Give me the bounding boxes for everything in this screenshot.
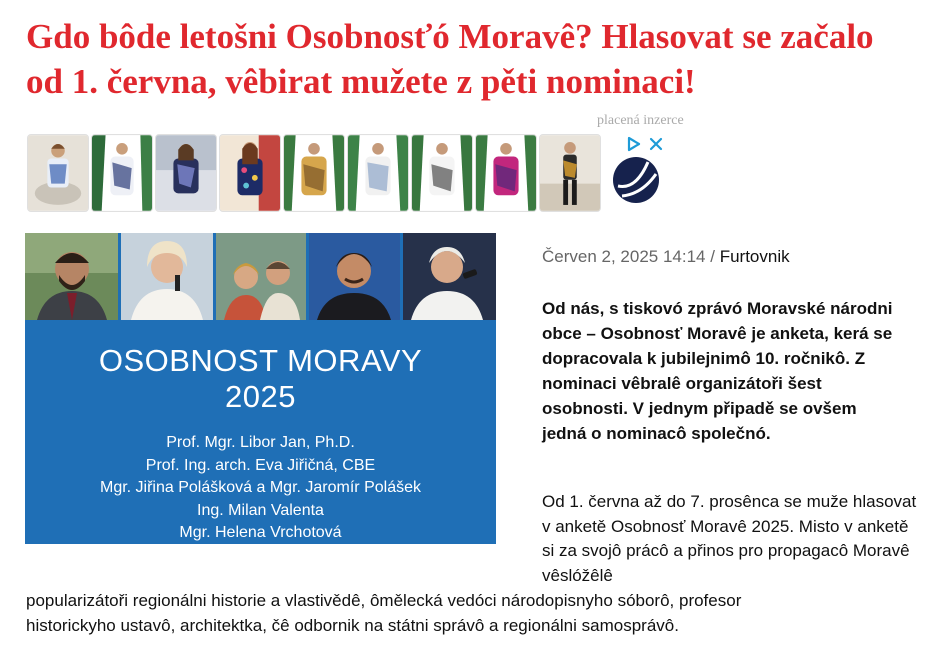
ad-thumbnail[interactable] xyxy=(283,134,345,212)
nominee-photo xyxy=(25,233,118,320)
hero-title-line1: OSOBNOST MORAVY xyxy=(98,343,423,378)
nominee-name: Mgr. Jiřina Polášková a Mgr. Jaromír Polášek xyxy=(99,479,421,496)
nominee-name: Ing. Milan Valenta xyxy=(197,501,324,519)
article-body-line: historickyho ustavô, architektka, čê odbornik na státni správô a regionálni samosprávô. xyxy=(26,615,679,635)
ad-thumbnail[interactable] xyxy=(475,134,537,212)
article-author[interactable]: Furtovnik xyxy=(719,247,790,266)
ad-thumbnail[interactable] xyxy=(411,134,473,212)
article-lead: Od nás, s tiskovó zprávó Moravské národni obce – Osobnosť Moravê je anketa, kerá se dopracovala k jubilejnimô 10. ročnikô. Z nominaci vêbralê organizátoři šest osobnosti. V jednym připadě se ovšem jedná o nominacô společnó. xyxy=(542,299,893,443)
nominee-photo xyxy=(216,233,306,320)
ad-thumbnail[interactable] xyxy=(91,134,153,212)
ad-thumbnail[interactable] xyxy=(539,134,601,212)
nominee-photo xyxy=(309,233,400,320)
ad-thumbnail[interactable] xyxy=(27,134,89,212)
article-body-line: popularizátoři regionálni historie a vlastivědê, ômělecká vedóci národopisnyho sóborô, profesor xyxy=(26,591,742,610)
nominee-name: Prof. Mgr. Libor Jan, Ph.D. xyxy=(166,434,355,451)
nominee-list xyxy=(25,432,496,544)
article-body-continuation xyxy=(26,589,906,638)
close-icon[interactable] xyxy=(651,139,661,149)
nominee-name: Prof. Ing. arch. Eva Jiřičná, CBE xyxy=(145,456,376,474)
meta-separator: / xyxy=(705,247,720,266)
ad-thumbnail[interactable] xyxy=(155,134,217,212)
hero-image[interactable] xyxy=(25,233,496,544)
circle-logo-icon[interactable] xyxy=(612,156,660,204)
ad-thumbnail[interactable] xyxy=(347,134,409,212)
nominee-photo xyxy=(403,233,496,320)
ad-thumbnail[interactable] xyxy=(219,134,281,212)
article-date: Červen 2, 2025 14:14 xyxy=(542,247,706,266)
nominee-photo-strip xyxy=(25,233,496,320)
article-meta xyxy=(542,247,790,267)
article-body-paragraph: Od 1. června až do 7. prosênca se muže hlasovat v anketě Osobnosť Moravê 2025. Misto v anketě si za svojô prácô a přinos pro propagacô Moravê vêslóžêlê xyxy=(542,492,917,585)
hero-title-year: 2025 xyxy=(225,379,296,414)
nominee-photo xyxy=(121,233,213,320)
article-headline[interactable]: Gdo bôde letošni Osobnosťó Moravê? Hlasovat se začalo od 1. června, vêbirat mužete z pěti nominaci! xyxy=(26,17,874,101)
nominee-name: Mgr. Helena Vrchotová xyxy=(179,524,342,541)
ad-label: placená inzerce xyxy=(597,113,684,128)
hero-title xyxy=(25,343,496,415)
adchoices-play-icon[interactable] xyxy=(629,138,639,150)
ad-choices[interactable] xyxy=(626,136,666,152)
